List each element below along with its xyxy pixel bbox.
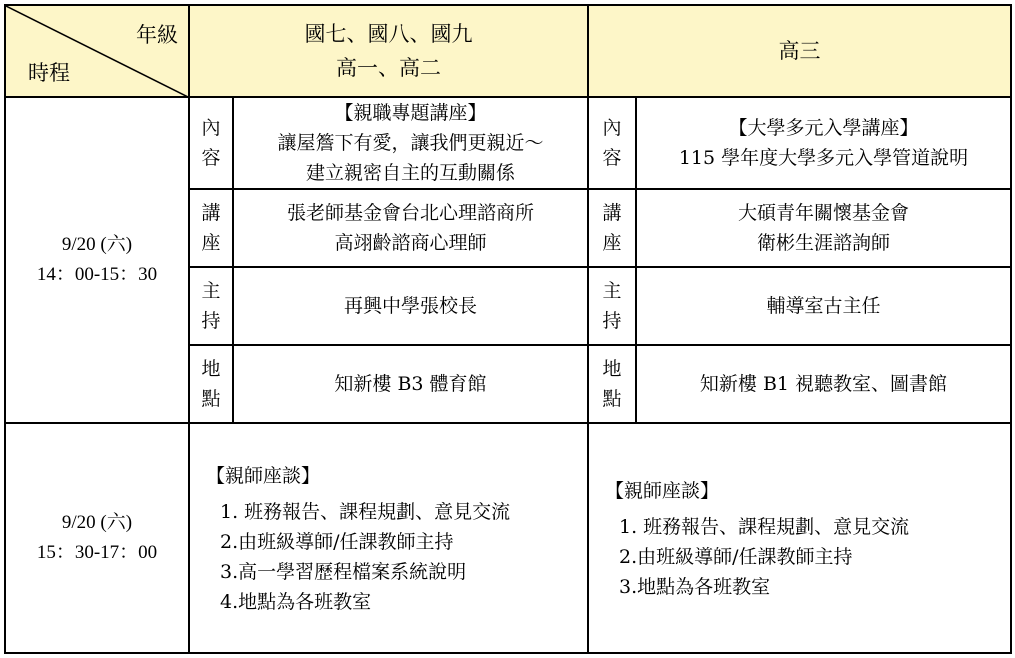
parent-teacher-talk-b bbox=[588, 423, 1011, 653]
time-label: 時程 bbox=[28, 61, 70, 85]
header-junior-grades bbox=[189, 5, 588, 97]
header-junior-line2: 高一、高二 bbox=[336, 56, 441, 80]
content-b-title: 【大學多元入學講座】 bbox=[728, 117, 919, 139]
label-content-a bbox=[189, 97, 233, 189]
speaker-a-org: 張老師基金會台北心理諮商所 bbox=[286, 202, 534, 224]
label-char: 座 bbox=[201, 232, 221, 254]
speaker-b-name: 衛彬生涯諮詢師 bbox=[756, 232, 890, 254]
session1-time-cell bbox=[5, 97, 189, 423]
label-char: 講 bbox=[602, 202, 622, 224]
label-host-a bbox=[189, 267, 233, 345]
label-char: 主 bbox=[602, 280, 622, 302]
content-a bbox=[233, 97, 588, 189]
location-b: 知新樓 B1 視聽教室、圖書館 bbox=[636, 345, 1011, 423]
talk-b-item: 3.地點為各班教室 bbox=[619, 576, 771, 598]
talk-a-title: 【親師座談】 bbox=[206, 465, 321, 487]
label-char: 容 bbox=[602, 147, 622, 169]
diagonal-header-cell bbox=[5, 5, 189, 97]
grade-label: 年級 bbox=[136, 23, 178, 47]
parent-teacher-talk-a bbox=[189, 423, 588, 653]
speaker-a-name: 高翊齡諮商心理師 bbox=[334, 232, 487, 254]
session1-content-row bbox=[5, 97, 1011, 189]
label-char: 座 bbox=[602, 232, 622, 254]
session2-time-cell bbox=[5, 423, 189, 653]
speaker-b-org: 大碩青年關懷基金會 bbox=[737, 202, 909, 224]
header-senior-grade bbox=[588, 5, 1011, 97]
session1-time: 14：00-15：30 bbox=[36, 264, 158, 285]
schedule-table bbox=[4, 4, 1012, 654]
speaker-a bbox=[233, 189, 588, 267]
content-b-line1: 115 學年度大學多元入學管道說明 bbox=[678, 147, 969, 169]
header-junior-line1: 國七、國八、國九 bbox=[304, 22, 473, 46]
header-row bbox=[5, 5, 1011, 97]
label-char: 點 bbox=[201, 388, 221, 410]
label-char: 點 bbox=[602, 388, 622, 410]
content-a-line1: 讓屋簷下有愛，讓我們更親近～ bbox=[277, 132, 544, 154]
label-location-a bbox=[189, 345, 233, 423]
talk-b-title: 【親師座談】 bbox=[605, 480, 720, 502]
talk-a-item: 1. 班務報告、課程規劃、意見交流 bbox=[220, 501, 511, 523]
session2-row bbox=[5, 423, 1011, 653]
label-char: 持 bbox=[201, 310, 221, 332]
label-location-b bbox=[588, 345, 636, 423]
host-b: 輔導室古主任 bbox=[636, 267, 1011, 345]
label-content-b bbox=[588, 97, 636, 189]
label-char: 地 bbox=[602, 358, 622, 380]
label-speaker-a bbox=[189, 189, 233, 267]
talk-a-item: 2.由班級導師/任課教師主持 bbox=[220, 531, 454, 553]
session2-time: 15：30-17：00 bbox=[36, 542, 158, 563]
content-a-line2: 建立親密自主的互動關係 bbox=[305, 162, 515, 184]
label-host-b bbox=[588, 267, 636, 345]
header-senior-label: 高三 bbox=[778, 39, 821, 63]
label-char: 內 bbox=[602, 117, 622, 139]
label-char: 地 bbox=[201, 358, 221, 380]
session2-date: 9/20 (六) bbox=[61, 512, 133, 533]
talk-a-item: 3.高一學習歷程檔案系統說明 bbox=[220, 561, 467, 583]
talk-b-item: 2.由班級導師/任課教師主持 bbox=[619, 546, 853, 568]
talk-a-item: 4.地點為各班教室 bbox=[220, 591, 372, 613]
label-char: 主 bbox=[201, 280, 221, 302]
content-a-title: 【親職專題講座】 bbox=[334, 102, 487, 124]
label-char: 內 bbox=[201, 117, 221, 139]
host-a: 再興中學張校長 bbox=[233, 267, 588, 345]
session1-date: 9/20 (六) bbox=[61, 234, 133, 255]
label-char: 持 bbox=[602, 310, 622, 332]
talk-b-item: 1. 班務報告、課程規劃、意見交流 bbox=[619, 516, 910, 538]
label-speaker-b bbox=[588, 189, 636, 267]
speaker-b bbox=[636, 189, 1011, 267]
label-char: 容 bbox=[201, 147, 221, 169]
label-char: 講 bbox=[201, 202, 221, 224]
location-a: 知新樓 B3 體育館 bbox=[233, 345, 588, 423]
content-b bbox=[636, 97, 1011, 189]
